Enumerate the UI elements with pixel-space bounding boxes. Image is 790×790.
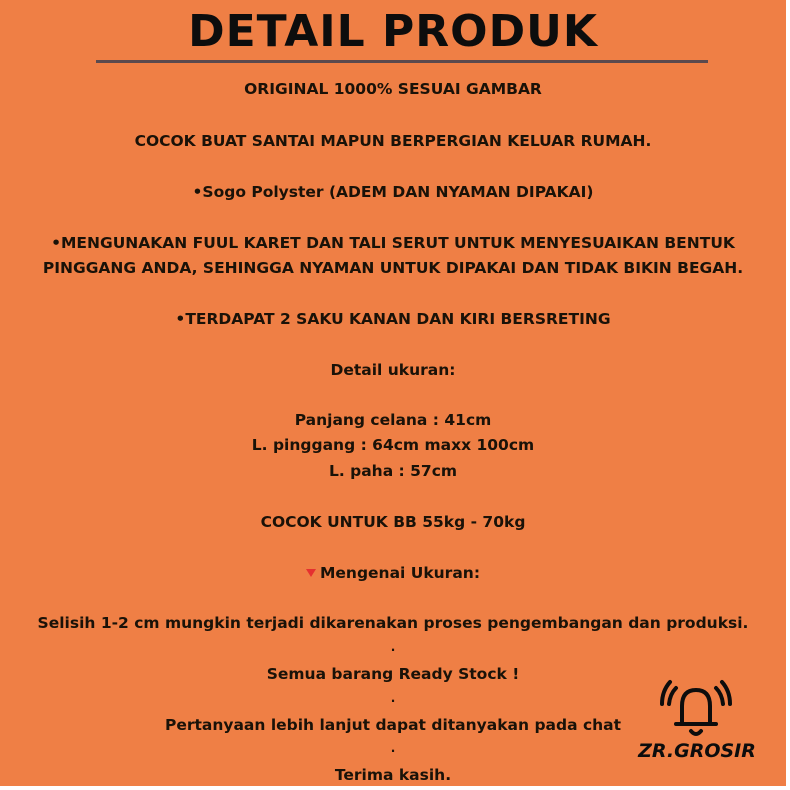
original-text: ORIGINAL 1000% SESUAI GAMBAR — [244, 80, 542, 98]
page-title: DETAIL PRODUK — [188, 6, 598, 57]
waistband-text-line2: PINGGANG ANDA, SEHINGGA NYAMAN UNTUK DIPAKAI DAN TIDAK BIKIN BEGAH. — [42, 259, 744, 277]
separator-dot: . — [390, 741, 396, 755]
weight-fit-text: COCOK UNTUK BB 55kg - 70kg — [260, 513, 526, 531]
size-thigh: L. paha : 57cm — [328, 462, 458, 480]
title-divider — [96, 60, 708, 63]
separator-dot: . — [390, 640, 396, 654]
thanks-text: Terima kasih. — [334, 766, 452, 784]
brand-name: ZR.GROSIR — [638, 740, 756, 762]
red-triangle-icon — [306, 569, 316, 577]
size-note-heading — [0, 564, 786, 582]
size-length: Panjang celana : 41cm — [294, 411, 492, 429]
size-waist: L. pinggang : 64cm maxx 100cm — [251, 436, 535, 454]
waistband-text-line1: •MENGUNAKAN FUUL KARET DAN TALI SERUT UNTUK MENYESUAIKAN BENTUK — [51, 234, 735, 252]
bell-icon — [660, 676, 732, 740]
size-note-label: Mengenai Ukuran: — [319, 564, 481, 582]
material-text: •Sogo Polyster (ADEM DAN NYAMAN DIPAKAI) — [192, 183, 594, 201]
pocket-text: •TERDAPAT 2 SAKU KANAN DAN KIRI BERSRETING — [175, 310, 611, 328]
size-variance-text: Selisih 1-2 cm mungkin terjadi dikarenakan proses pengembangan dan produksi. — [37, 614, 749, 632]
stock-text: Semua barang Ready Stock ! — [266, 665, 520, 683]
separator-dot: . — [390, 691, 396, 705]
size-detail-heading: Detail ukuran: — [330, 361, 456, 379]
question-text: Pertanyaan lebih lanjut dapat ditanyakan pada chat — [164, 716, 622, 734]
usage-text: COCOK BUAT SANTAI MAPUN BERPERGIAN KELUAR RUMAH. — [134, 132, 652, 150]
